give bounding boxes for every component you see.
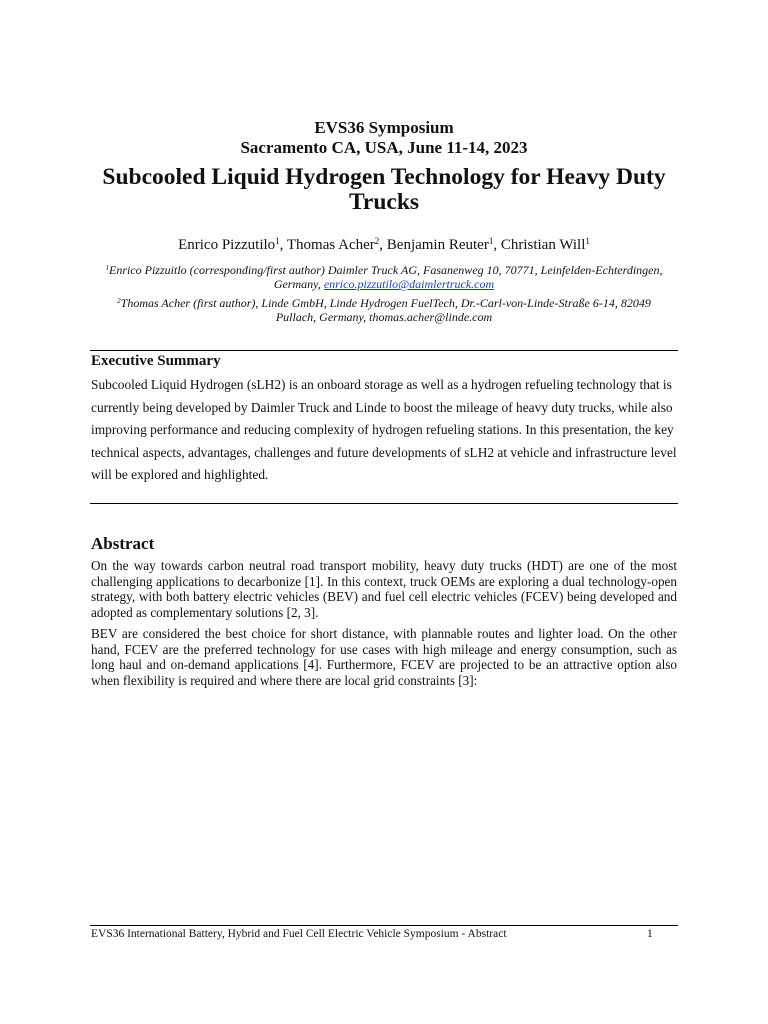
author-affiliation-mark: 1 <box>275 236 280 246</box>
conference-location-date: Sacramento CA, USA, June 11-14, 2023 <box>240 138 528 157</box>
section-divider <box>90 503 678 504</box>
page-number: 1 <box>647 928 653 940</box>
paper-title: Subcooled Liquid Hydrogen Technology for Heavy Duty Trucks <box>102 164 666 215</box>
affiliation-2 <box>96 294 672 324</box>
footer-text: EVS36 International Battery, Hybrid and Fuel Cell Electric Vehicle Symposium - Abstract <box>91 928 507 940</box>
author-separator: , <box>379 237 387 253</box>
affiliation-1 <box>96 261 672 291</box>
author-affiliation-mark: 1 <box>488 236 494 246</box>
footer-divider <box>90 925 678 926</box>
author-name: Enrico Pizzutilo <box>178 237 276 253</box>
author-name: Thomas Acher <box>286 237 375 253</box>
executive-summary-heading: Executive Summary <box>91 353 221 369</box>
author-list <box>0 236 768 254</box>
author-email-link[interactable]: enrico.pizzutilo@daimlertruck.com <box>323 277 495 291</box>
section-divider <box>90 350 678 351</box>
executive-summary-text: Subcooled Liquid Hydrogen (sLH2) is an onboard storage as well as a hydrogen refueling technology that is currently being developed by Daimler Truck and Linde to boost the mileage of heavy duty trucks, while also improving performance and reducing complexity of hydrogen refueling stations. In this presentation, the key technical aspects, advantages, challenges and future developments of sLH2 at vehicle and infrastructure level will be explored and highlighted. <box>91 377 677 482</box>
author-separator: , <box>279 237 287 253</box>
author-separator: , <box>493 237 501 253</box>
abstract-paragraph: BEV are considered the best choice for short distance, with plannable routes and lighter load. On the other hand, FCEV are the preferred technology for use cases with high mileage and energy consumption, such as long haul and on-demand applications [4]. Furthermore, FCEV are projected to be an attractive option also when flexibility is required and where there are local grid constraints [3]: <box>91 626 677 688</box>
author-name: Christian Will <box>500 237 586 253</box>
affiliation-text: Enrico Pizzuitlo (corresponding/first author) Daimler Truck AG, Fasanenweg 10, 70771, Leinfelden-Echterdingen, Germany, <box>108 263 663 291</box>
author-affiliation-mark: 2 <box>374 236 380 246</box>
affiliation-mark: 2 <box>117 297 121 305</box>
author-affiliation-mark: 1 <box>585 236 590 246</box>
author-name: Benjamin Reuter <box>386 237 489 253</box>
abstract-paragraph: On the way towards carbon neutral road transport mobility, heavy duty trucks (HDT) are one of the most challenging applications to decarbonize [1]. In this context, truck OEMs are exploring a dual technology-open strategy, with both battery electric vehicles (BEV) and fuel cell electric vehicles (FCEV) being developed and adopted as complementary solutions [2, 3]. <box>91 558 677 620</box>
abstract-heading: Abstract <box>91 534 155 553</box>
affiliation-text: Thomas Acher (first author), Linde GmbH, Linde Hydrogen FuelTech, Dr.-Carl-von-Linde-Straße 6-14, 82049 Pullach, Germany, thomas.acher@linde.com <box>120 296 651 324</box>
affiliation-mark: 1 <box>105 264 109 272</box>
conference-name: EVS36 Symposium <box>314 118 454 137</box>
